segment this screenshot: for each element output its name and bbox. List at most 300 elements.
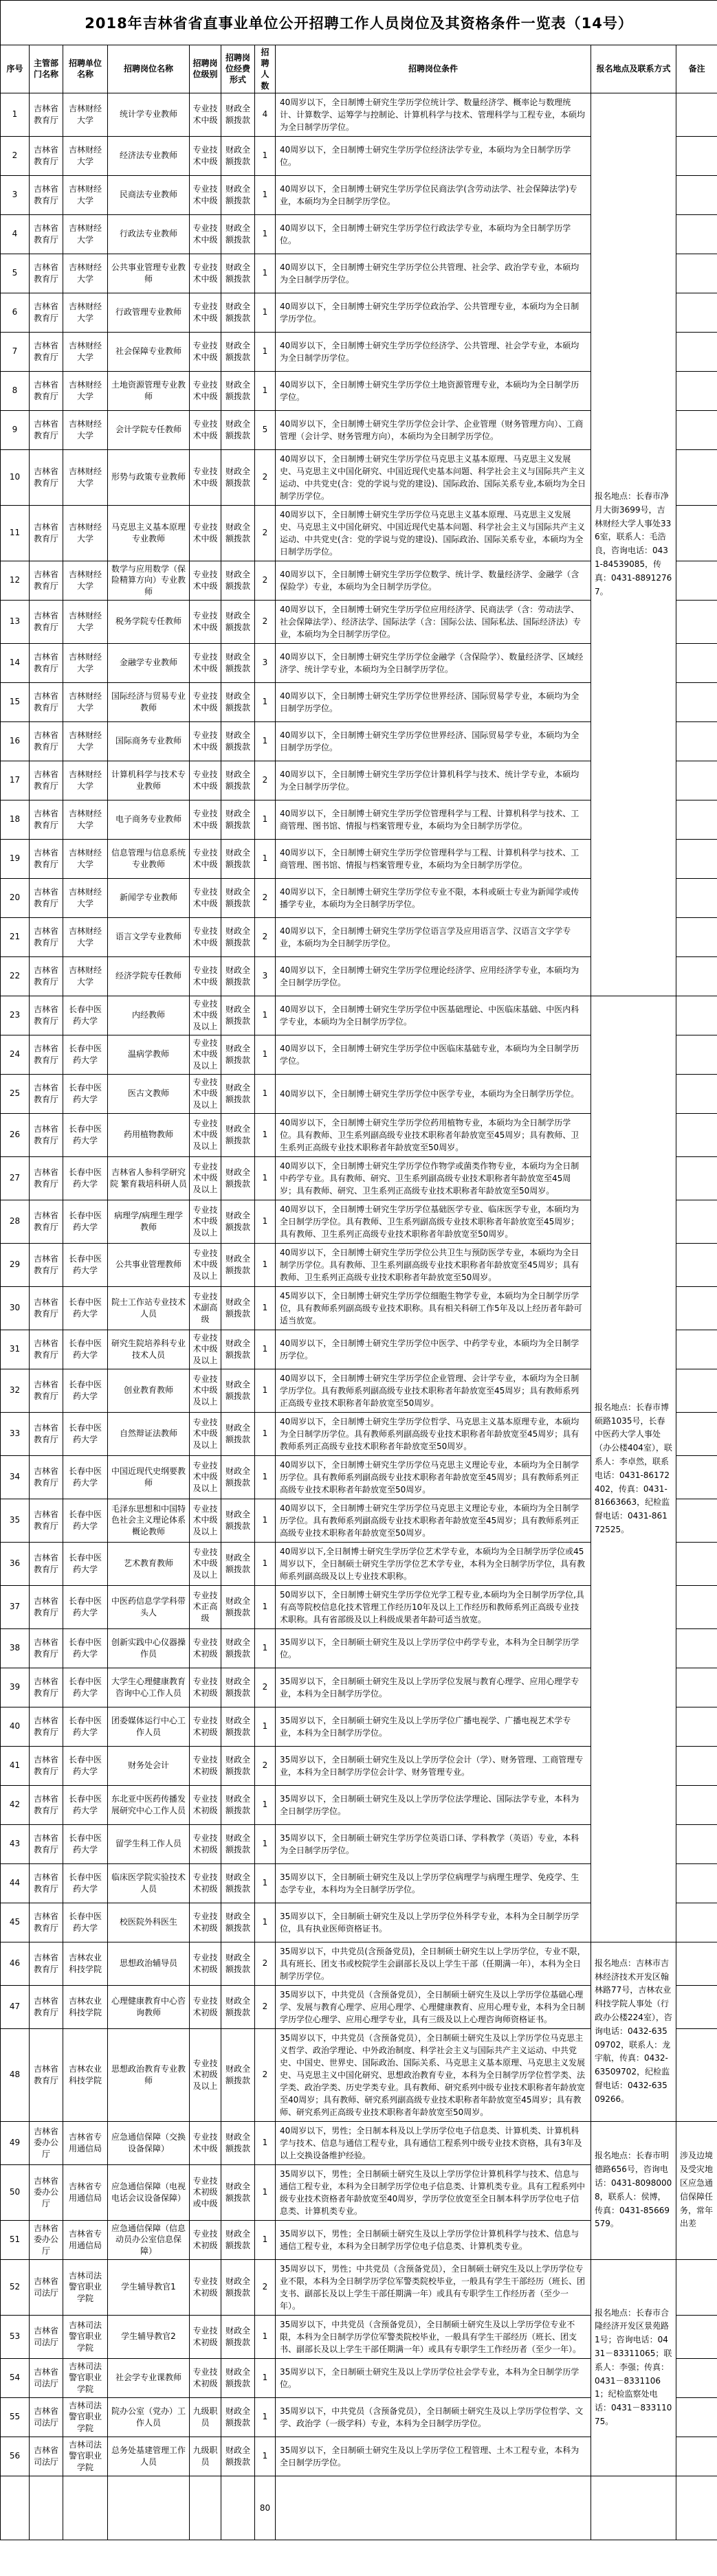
cell-headcount: 1 bbox=[255, 1499, 276, 1542]
cell-level: 专业技术中级 bbox=[190, 682, 221, 721]
cell-condition: 40周岁以下，全日制博士研究生学历学位世界经济、国际贸易学专业，本硕均为全日制学历学位。 bbox=[276, 721, 591, 761]
cell-unit: 吉林财经大学 bbox=[63, 93, 108, 136]
cell-condition: 35周岁以下，中共党员(含预备党员)，全日制硕士研究生以上学历学位，专业不限，具有班长、团支书或校院学生会副部长及以上学生干部（任期满一年），本科为全日制学历学位。 bbox=[276, 1942, 591, 1985]
cell-headcount: 1 bbox=[255, 1156, 276, 1200]
cell-condition: 35周岁以下，全日制硕士研究生及以上学历学位社会学专业，本科为全日制学历学位。 bbox=[276, 2358, 591, 2397]
cell-remark bbox=[676, 1824, 717, 1863]
cell-remark bbox=[676, 800, 717, 839]
cell-department: 吉林省教育厅 bbox=[30, 1985, 63, 2028]
cell-level: 专业技术中级 bbox=[190, 175, 221, 214]
cell-fund-type: 财政全额拨款 bbox=[221, 371, 255, 410]
cell-no: 6 bbox=[1, 293, 30, 332]
cell-remark bbox=[676, 839, 717, 878]
cell-level: 专业技术初级 bbox=[190, 1707, 221, 1746]
cell-fund-type: 财政全额拨款 bbox=[221, 561, 255, 600]
cell-unit: 吉林省专用通信局 bbox=[63, 2220, 108, 2259]
cell-level: 专业技术中级及以上 bbox=[190, 996, 221, 1035]
cell-headcount: 1 bbox=[255, 371, 276, 410]
cell-remark bbox=[676, 371, 717, 410]
cell-remark bbox=[676, 1746, 717, 1785]
cell-level: 专业技术初级 bbox=[190, 1628, 221, 1668]
cell-unit: 长春中医药大学 bbox=[63, 1113, 108, 1156]
cell-unit: 长春中医药大学 bbox=[63, 1369, 108, 1412]
cell-remark bbox=[676, 1942, 717, 1985]
column-header-4: 招聘岗位级别 bbox=[190, 45, 221, 93]
cell-contact: 报名地点：长春市合隆经济开发区景苑路1号；咨询电话：0431－83311065；联系人：李强；传真：0431－83311061；纪检监察处电话：0431－83311075。 bbox=[591, 2259, 676, 2476]
cell-department: 吉林省教育厅 bbox=[30, 93, 63, 136]
cell-unit: 吉林财经大学 bbox=[63, 214, 108, 254]
cell-no: 5 bbox=[1, 254, 30, 293]
cell-post: 国际商务专业教师 bbox=[108, 721, 190, 761]
cell-no: 49 bbox=[1, 2121, 30, 2164]
cell-remark bbox=[676, 1785, 717, 1824]
table-row-23 bbox=[1, 996, 717, 1035]
cell-unit: 吉林司法警官职业学院 bbox=[63, 2397, 108, 2437]
cell-no: 22 bbox=[1, 956, 30, 996]
cell-post: 新闻学专业教师 bbox=[108, 878, 190, 917]
cell-headcount: 1 bbox=[255, 136, 276, 175]
cell-headcount: 1 bbox=[255, 1903, 276, 1942]
cell-unit: 吉林财经大学 bbox=[63, 839, 108, 878]
cell-department: 吉林省委办公厅 bbox=[30, 2220, 63, 2259]
cell-condition: 40周岁以下，全日制博士研究生学历学位药用植物专业，本硕均为全日制学历学位。具有教师、卫生系列副高级专业技术职称者年龄放宽至45周岁；具有教师、卫生系列正高级专业技术职称者年龄放宽至50周岁。 bbox=[276, 1113, 591, 1156]
cell-no: 15 bbox=[1, 682, 30, 721]
cell-fund-type bbox=[221, 2476, 255, 2540]
cell-level: 专业技术中级 bbox=[190, 761, 221, 800]
cell-remark bbox=[676, 1035, 717, 1074]
cell-headcount: 1 bbox=[255, 1113, 276, 1156]
cell-condition: 35周岁以下，中共党员（含预备党员），全日制硕士研究生及以上学历学位专业不限，本科为全日制学历学位军警类院校毕业，一般具有学生干部经历（班长、团支书、副部长及以上学生干部任期满一年）或具有专职学生工作经历者（至少一年）。 bbox=[276, 2315, 591, 2358]
cell-post: 马克思主义基本原理专业教师 bbox=[108, 505, 190, 561]
cell-no: 23 bbox=[1, 996, 30, 1035]
cell-headcount: 2 bbox=[255, 878, 276, 917]
cell-unit: 长春中医药大学 bbox=[63, 1286, 108, 1330]
cell-remark bbox=[676, 1074, 717, 1113]
cell-post: 创业教育教师 bbox=[108, 1369, 190, 1412]
cell-department: 吉林省教育厅 bbox=[30, 136, 63, 175]
cell-no: 55 bbox=[1, 2397, 30, 2437]
cell-no: 34 bbox=[1, 1455, 30, 1499]
cell-level: 专业技术中级及以上 bbox=[190, 1113, 221, 1156]
cell-fund-type: 财政全额拨款 bbox=[221, 682, 255, 721]
cell-remark bbox=[676, 1985, 717, 2028]
cell-post: 毛泽东思想和中国特色社会主义理论体系概论教师 bbox=[108, 1499, 190, 1542]
cell-no: 13 bbox=[1, 600, 30, 643]
cell-headcount: 1 bbox=[255, 2220, 276, 2259]
cell-unit: 吉林财经大学 bbox=[63, 175, 108, 214]
cell-fund-type: 财政全额拨款 bbox=[221, 214, 255, 254]
cell-no: 33 bbox=[1, 1412, 30, 1455]
cell-post: 行政法专业教师 bbox=[108, 214, 190, 254]
cell-fund-type: 财政全额拨款 bbox=[221, 996, 255, 1035]
cell-no: 4 bbox=[1, 214, 30, 254]
cell-no: 53 bbox=[1, 2315, 30, 2358]
cell-fund-type: 财政全额拨款 bbox=[221, 643, 255, 682]
cell-post: 经济学院专任教师 bbox=[108, 956, 190, 996]
cell-condition: 40周岁以下，全日制博士研究生学历学位统计学、数量经济学、概率论与数理统计、计算数学、运筹学与控制论、计算机科学与技术、管理科学与工程专业，本硕均为全日制学历学位。 bbox=[276, 93, 591, 136]
cell-fund-type: 财政全额拨款 bbox=[221, 1585, 255, 1628]
cell-post: 统计学专业教师 bbox=[108, 93, 190, 136]
cell-headcount: 1 bbox=[255, 332, 276, 371]
cell-condition: 40周岁以下，全日制博士研究生学历学位语言学及应用语言学、汉语言文字学专业，本硕均为全日制学历学位。 bbox=[276, 917, 591, 956]
cell-condition: 35周岁以下，全日制硕士研究生及以上学历学位发展与教育心理学、应用心理学专业，本科为全日制学历学位。 bbox=[276, 1668, 591, 1707]
cell-headcount: 1 bbox=[255, 1035, 276, 1074]
cell-level: 九级职员 bbox=[190, 2437, 221, 2476]
cell-unit: 吉林农业科技学院 bbox=[63, 1985, 108, 2028]
cell-headcount: 2 bbox=[255, 2028, 276, 2121]
cell-no: 11 bbox=[1, 505, 30, 561]
cell-unit: 长春中医药大学 bbox=[63, 1156, 108, 1200]
cell-department: 吉林省教育厅 bbox=[30, 1455, 63, 1499]
cell-level bbox=[190, 2476, 221, 2540]
cell-unit: 吉林财经大学 bbox=[63, 561, 108, 600]
cell-fund-type: 财政全额拨款 bbox=[221, 449, 255, 505]
cell-department: 吉林省教育厅 bbox=[30, 839, 63, 878]
cell-level: 专业技术初级 bbox=[190, 1863, 221, 1903]
cell-unit: 长春中医药大学 bbox=[63, 1668, 108, 1707]
cell-no: 48 bbox=[1, 2028, 30, 2121]
cell-no: 45 bbox=[1, 1903, 30, 1942]
cell-unit: 吉林财经大学 bbox=[63, 761, 108, 800]
cell-condition: 40周岁以下，全日制博士研究生学历学位经济学、公共管理、社会学专业，本硕均为全日制学历学位。 bbox=[276, 332, 591, 371]
cell-no: 29 bbox=[1, 1243, 30, 1286]
cell-condition: 40周岁以下，全日制博士研究生学历学位马克思主义理论专业，本硕均为全日制学历学位。具有教师系列副高级专业技术职称者年龄放宽至45周岁；具有教师系列正高级专业技术职称者年龄放宽至50周岁。 bbox=[276, 1499, 591, 1542]
cell-remark bbox=[676, 1243, 717, 1286]
cell-fund-type: 财政全额拨款 bbox=[221, 136, 255, 175]
cell-no: 25 bbox=[1, 1074, 30, 1113]
cell-post: 大学生心理健康教育咨询中心工作人员 bbox=[108, 1668, 190, 1707]
cell-headcount: 2 bbox=[255, 561, 276, 600]
cell-department: 吉林省教育厅 bbox=[30, 1942, 63, 1985]
cell-department: 吉林省教育厅 bbox=[30, 1156, 63, 1200]
cell-department: 吉林省教育厅 bbox=[30, 1200, 63, 1243]
cell-department: 吉林省教育厅 bbox=[30, 175, 63, 214]
cell-unit: 长春中医药大学 bbox=[63, 1455, 108, 1499]
cell-headcount: 1 bbox=[255, 1863, 276, 1903]
cell-unit: 吉林财经大学 bbox=[63, 371, 108, 410]
cell-department: 吉林省教育厅 bbox=[30, 2028, 63, 2121]
cell-department: 吉林省教育厅 bbox=[30, 721, 63, 761]
cell-fund-type: 财政全额拨款 bbox=[221, 1746, 255, 1785]
cell-no: 30 bbox=[1, 1286, 30, 1330]
cell-headcount: 2 bbox=[255, 761, 276, 800]
cell-department: 吉林省教育厅 bbox=[30, 1824, 63, 1863]
cell-unit: 吉林财经大学 bbox=[63, 682, 108, 721]
cell-remark bbox=[676, 1369, 717, 1412]
cell-condition: 40周岁以下，全日制博士研究生学历学位中医基础理论、中医临床基础、中医内科学专业，本硕均为全日制学历学位。 bbox=[276, 996, 591, 1035]
cell-headcount: 1 bbox=[255, 682, 276, 721]
cell-headcount: 2 bbox=[255, 2259, 276, 2315]
cell-department: 吉林省教育厅 bbox=[30, 254, 63, 293]
cell-condition: 40周岁以下，全日制博士研究生学历学位经济法学专业，本硕均为全日制学历学位。 bbox=[276, 136, 591, 175]
cell-level: 专业技术中级及以上 bbox=[190, 1542, 221, 1585]
cell-condition: 40周岁以下，全日制博士研究生学历学位管理科学与工程、计算机科学与技术、工商管理、图书馆、情报与档案管理专业，本硕均为全日制学历学位。 bbox=[276, 839, 591, 878]
cell-level: 专业技术中级 bbox=[190, 956, 221, 996]
cell-level: 专业技术中级及以上 bbox=[190, 1200, 221, 1243]
cell-unit: 长春中医药大学 bbox=[63, 1628, 108, 1668]
cell-condition: 35周岁以下，全日制硕士研究生及以上学历学位广播电视学、广播电视艺术学专业，本科为全日制学历学位。 bbox=[276, 1707, 591, 1746]
cell-no: 32 bbox=[1, 1369, 30, 1412]
cell-level: 专业技术中级 bbox=[190, 2121, 221, 2164]
cell-fund-type: 财政全额拨款 bbox=[221, 956, 255, 996]
cell-fund-type: 财政全额拨款 bbox=[221, 1369, 255, 1412]
cell-no: 10 bbox=[1, 449, 30, 505]
cell-post: 总务处基建管理工作人员 bbox=[108, 2437, 190, 2476]
cell-no: 40 bbox=[1, 1707, 30, 1746]
cell-department: 吉林省教育厅 bbox=[30, 371, 63, 410]
cell-no: 50 bbox=[1, 2164, 30, 2220]
cell-unit: 吉林司法警官职业学院 bbox=[63, 2437, 108, 2476]
cell-remark bbox=[676, 1156, 717, 1200]
cell-headcount: 1 bbox=[255, 721, 276, 761]
cell-condition: 35周岁以下，中共党员（含预备党员），全日制硕士研究生及以上学历学位基础心理学、发展与教育心理学、应用心理学、心理健康教育、应用心理专业，本科为全日制学历学位心理学、应用心理学专业，具有三级及以上心理咨询师资格证书。 bbox=[276, 1985, 591, 2028]
cell-remark bbox=[676, 1200, 717, 1243]
cell-unit: 长春中医药大学 bbox=[63, 1746, 108, 1785]
cell-fund-type: 财政全额拨款 bbox=[221, 2437, 255, 2476]
cell-condition: 35周岁以下，中共党员（含预备党员），全日制硕士研究生及以上学历学位哲学、文学、政治学（一级学科）专业，本科为全日制学历学位。 bbox=[276, 2397, 591, 2437]
cell-post: 公共事业管理专业教师 bbox=[108, 254, 190, 293]
cell-condition: 40周岁以下，全日制博士研究生学历学位理论经济学、应用经济学专业，本硕均为全日制学历学位。 bbox=[276, 956, 591, 996]
cell-level: 九级职员 bbox=[190, 2397, 221, 2437]
cell-department: 吉林省教育厅 bbox=[30, 1113, 63, 1156]
cell-headcount: 2 bbox=[255, 1985, 276, 2028]
cell-department: 吉林省委办公厅 bbox=[30, 2121, 63, 2164]
cell-unit: 长春中医药大学 bbox=[63, 1035, 108, 1074]
cell-level: 专业技术正高级 bbox=[190, 1585, 221, 1628]
cell-level: 专业技术中级 bbox=[190, 449, 221, 505]
cell-department bbox=[30, 2476, 63, 2540]
cell-unit: 长春中医药大学 bbox=[63, 1785, 108, 1824]
cell-department: 吉林省司法厅 bbox=[30, 2397, 63, 2437]
cell-unit: 吉林财经大学 bbox=[63, 136, 108, 175]
cell-condition: 35周岁以下，全日制硕士研究生学历学位英语口译、学科教学（英语）专业，本科为全日制学历学位。 bbox=[276, 1824, 591, 1863]
cell-remark bbox=[676, 254, 717, 293]
cell-fund-type: 财政全额拨款 bbox=[221, 2220, 255, 2259]
cell-headcount: 1 bbox=[255, 2358, 276, 2397]
cell-remark bbox=[676, 1628, 717, 1668]
cell-contact: 报名地点：长春市明德路656号，咨询电话：0431-80980008，联系人：侯博，传真：0431-85669579。 bbox=[591, 2121, 676, 2259]
cell-unit: 长春中医药大学 bbox=[63, 1585, 108, 1628]
cell-fund-type: 财政全额拨款 bbox=[221, 175, 255, 214]
cell-remark bbox=[676, 917, 717, 956]
cell-post: 应急通信保障（电视电话会议设备保障） bbox=[108, 2164, 190, 2220]
cell-headcount: 1 bbox=[255, 1707, 276, 1746]
cell-no: 56 bbox=[1, 2437, 30, 2476]
cell-fund-type: 财政全额拨款 bbox=[221, 1942, 255, 1985]
cell-department: 吉林省教育厅 bbox=[30, 800, 63, 839]
cell-fund-type: 财政全额拨款 bbox=[221, 1499, 255, 1542]
cell-unit: 吉林财经大学 bbox=[63, 449, 108, 505]
cell-contact bbox=[591, 2476, 676, 2540]
cell-department: 吉林省司法厅 bbox=[30, 2358, 63, 2397]
cell-condition: 40周岁以下，全日制博士研究生学历学位企业管理、会计学专业，本硕均为全日制学历学位。具有教师系列副高级专业技术职称者年龄放宽至45周岁；具有教师系列正高级专业技术职称者年龄放宽至50周岁。 bbox=[276, 1369, 591, 1412]
cell-remark bbox=[676, 561, 717, 600]
cell-headcount: 1 bbox=[255, 1286, 276, 1330]
cell-post: 民商法专业教师 bbox=[108, 175, 190, 214]
cell-remark bbox=[676, 1412, 717, 1455]
cell-post: 数学与应用数学（保险精算方向）专业教师 bbox=[108, 561, 190, 600]
cell-unit: 长春中医药大学 bbox=[63, 1542, 108, 1585]
cell-condition: 40周岁以下，全日制博士研究生学历学位中医临床基础专业，本硕均为全日制学历学位。 bbox=[276, 1035, 591, 1074]
cell-total-headcount: 80 bbox=[255, 2476, 276, 2540]
cell-department: 吉林省教育厅 bbox=[30, 1243, 63, 1286]
cell-post: 中医药信息学学科带头人 bbox=[108, 1585, 190, 1628]
table-row-1 bbox=[1, 93, 717, 136]
cell-post: 思想政治辅导员 bbox=[108, 1942, 190, 1985]
cell-headcount: 1 bbox=[255, 839, 276, 878]
cell-no: 24 bbox=[1, 1035, 30, 1074]
cell-department: 吉林省教育厅 bbox=[30, 1542, 63, 1585]
cell-condition: 35周岁以下，男性；全日制硕士研究生及以上学历学位计算机科学与技术、信息与通信工程专业，本科为全日制学历学位电子信息类、计算机类专业。具有工程系列中级专业技术资格者年龄放宽至40周岁，学历学位放宽至全日制本科学历学位电子信息类、计算机类专业。 bbox=[276, 2164, 591, 2220]
cell-unit: 长春中医药大学 bbox=[63, 1200, 108, 1243]
cell-department: 吉林省教育厅 bbox=[30, 449, 63, 505]
cell-no: 46 bbox=[1, 1942, 30, 1985]
cell-post: 形势与政策专业教师 bbox=[108, 449, 190, 505]
cell-unit: 吉林财经大学 bbox=[63, 505, 108, 561]
cell-condition: 50周岁以下，全日制博士研究生学历学位光学工程专业,本硕均为全日制学历学位,具有高等院校信息化技术管理工作经历10年及以上工作经历和教师系列正高级专业技术职称。具有省部级及以上科级成果者年龄可适当放宽。 bbox=[276, 1585, 591, 1628]
cell-level: 专业技术中级 bbox=[190, 600, 221, 643]
cell-headcount: 1 bbox=[255, 2164, 276, 2220]
cell-remark bbox=[676, 293, 717, 332]
cell-department: 吉林省教育厅 bbox=[30, 1035, 63, 1074]
cell-level: 专业技术中级 bbox=[190, 254, 221, 293]
cell-remark bbox=[676, 332, 717, 371]
cell-remark bbox=[676, 2358, 717, 2397]
cell-level: 专业技术中级及以上 bbox=[190, 1499, 221, 1542]
cell-post: 社会学专业课教师 bbox=[108, 2358, 190, 2397]
cell-condition: 40周岁以下，全日制博士研究生学历学位公共卫生与预防医学专业，本硕均为全日制学历学位。具有教师、卫生系列副高级专业技术职称者年龄放宽至45周岁；具有教师、卫生系列正高级专业技术职称者年龄放宽至50周岁。 bbox=[276, 1243, 591, 1286]
cell-department: 吉林省教育厅 bbox=[30, 761, 63, 800]
cell-level: 专业技术中级及以上 bbox=[190, 1330, 221, 1369]
table-row-49 bbox=[1, 2121, 717, 2164]
cell-condition: 40周岁以下，全日制博士研究生学历学位数学、统计学、数量经济学、金融学（含保险学）专业，本硕均为全日制学历学位。 bbox=[276, 561, 591, 600]
cell-department: 吉林省教育厅 bbox=[30, 1074, 63, 1113]
cell-fund-type: 财政全额拨款 bbox=[221, 839, 255, 878]
cell-level: 专业技术初级 bbox=[190, 1985, 221, 2028]
cell-no: 18 bbox=[1, 800, 30, 839]
cell-level: 专业技术中级 bbox=[190, 721, 221, 761]
cell-no: 1 bbox=[1, 93, 30, 136]
cell-unit: 吉林省专用通信局 bbox=[63, 2121, 108, 2164]
cell-no: 26 bbox=[1, 1113, 30, 1156]
cell-unit: 吉林财经大学 bbox=[63, 878, 108, 917]
cell-remark bbox=[676, 1668, 717, 1707]
cell-condition: 35周岁以下，全日制硕士研究生及以上学历学位病理学与病理生理学、免疫学、生态学专业，本科均为全日制学历学位。 bbox=[276, 1863, 591, 1903]
cell-fund-type: 财政全额拨款 bbox=[221, 2315, 255, 2358]
cell-no: 39 bbox=[1, 1668, 30, 1707]
table-row-52 bbox=[1, 2259, 717, 2315]
cell-remark bbox=[676, 1903, 717, 1942]
cell-headcount: 2 bbox=[255, 449, 276, 505]
cell-fund-type: 财政全额拨款 bbox=[221, 2121, 255, 2164]
cell-post: 公共事业管理教师 bbox=[108, 1243, 190, 1286]
cell-condition: 40周岁以下，男性；全日制本科及以上学历学位电子信息类、计算机类、计算机科学与技术、信息与通信工程专业，具有通信工程系列中级专业技术资格，具有3年及以上交换设备维护经验。 bbox=[276, 2121, 591, 2164]
cell-unit: 吉林财经大学 bbox=[63, 956, 108, 996]
cell-post: 学生辅导教官1 bbox=[108, 2259, 190, 2315]
cell-remark bbox=[676, 2315, 717, 2358]
cell-no: 44 bbox=[1, 1863, 30, 1903]
cell-no: 8 bbox=[1, 371, 30, 410]
cell-unit: 吉林农业科技学院 bbox=[63, 2028, 108, 2121]
cell-level: 专业技术初级 bbox=[190, 2220, 221, 2259]
cell-department: 吉林省教育厅 bbox=[30, 956, 63, 996]
cell-level: 专业技术初级 bbox=[190, 2315, 221, 2358]
cell-post: 校医院外科医生 bbox=[108, 1903, 190, 1942]
cell-department: 吉林省教育厅 bbox=[30, 1499, 63, 1542]
cell-remark: 涉及边境及受灾地区应急通信保障任务，常年出差 bbox=[676, 2121, 717, 2259]
cell-post: 药用植物教师 bbox=[108, 1113, 190, 1156]
table-row-46 bbox=[1, 1942, 717, 1985]
cell-fund-type: 财政全额拨款 bbox=[221, 410, 255, 449]
cell-remark bbox=[676, 956, 717, 996]
cell-headcount: 1 bbox=[255, 1243, 276, 1286]
cell-fund-type: 财政全额拨款 bbox=[221, 1156, 255, 1200]
cell-remark bbox=[676, 175, 717, 214]
cell-condition: 45周岁以下，全日制博士研究生学历学位细胞生物学专业，本硕均为全日制学历学位，具有教师系列副高级专业技术职称。具有相关科研工作5年及以上经历者年龄可适当放宽。 bbox=[276, 1286, 591, 1330]
cell-fund-type: 财政全额拨款 bbox=[221, 800, 255, 839]
cell-remark bbox=[676, 2259, 717, 2315]
cell-level: 专业技术中级 bbox=[190, 917, 221, 956]
cell-post: 思想政治教育专业教师 bbox=[108, 2028, 190, 2121]
cell-fund-type: 财政全额拨款 bbox=[221, 1412, 255, 1455]
cell-post: 行政管理专业教师 bbox=[108, 293, 190, 332]
cell-no: 42 bbox=[1, 1785, 30, 1824]
cell-remark bbox=[676, 643, 717, 682]
cell-unit: 吉林司法警官职业学院 bbox=[63, 2315, 108, 2358]
cell-headcount: 2 bbox=[255, 1746, 276, 1785]
cell-post: 医古文教师 bbox=[108, 1074, 190, 1113]
cell-department: 吉林省教育厅 bbox=[30, 214, 63, 254]
cell-no: 16 bbox=[1, 721, 30, 761]
cell-remark bbox=[676, 1455, 717, 1499]
cell-no: 37 bbox=[1, 1585, 30, 1628]
cell-level: 专业技术中级 bbox=[190, 371, 221, 410]
column-header-5: 招聘岗位经费形式 bbox=[221, 45, 255, 93]
cell-post: 土地资源管理专业教师 bbox=[108, 371, 190, 410]
cell-no: 20 bbox=[1, 878, 30, 917]
cell-unit: 长春中医药大学 bbox=[63, 1863, 108, 1903]
cell-unit: 长春中医药大学 bbox=[63, 1412, 108, 1455]
cell-remark bbox=[676, 2028, 717, 2121]
cell-condition: 35周岁以下，全日制硕士研究生及以上学历学位外科学专业，本科为全日制学历学位，具有执业医师资格证书。 bbox=[276, 1903, 591, 1942]
cell-department: 吉林省教育厅 bbox=[30, 1628, 63, 1668]
cell-fund-type: 财政全额拨款 bbox=[221, 1074, 255, 1113]
cell-condition: 35周岁以下，全日制硕士研究生及以上学历学位工程管理、土木工程专业，本科为全日制学历学位。 bbox=[276, 2437, 591, 2476]
cell-headcount: 2 bbox=[255, 917, 276, 956]
cell-headcount: 5 bbox=[255, 410, 276, 449]
cell-post: 内经教师 bbox=[108, 996, 190, 1035]
cell-unit: 长春中医药大学 bbox=[63, 1824, 108, 1863]
cell-headcount: 1 bbox=[255, 1200, 276, 1243]
cell-fund-type: 财政全额拨款 bbox=[221, 1542, 255, 1585]
column-header-2: 招聘单位名称 bbox=[63, 45, 108, 93]
cell-remark bbox=[676, 1707, 717, 1746]
cell-headcount: 3 bbox=[255, 643, 276, 682]
column-header-1: 主管部门名称 bbox=[30, 45, 63, 93]
cell-condition: 35周岁以下，全日制硕士研究生及以上学历学位会计（学）、财务管理、工商管理专业，本科为全日制学历学位会计学、财务管理专业。 bbox=[276, 1746, 591, 1785]
cell-condition: 35周岁以下，男性；中共党员（含预备党员），全日制硕士研究生及以上学历学位专业不限，本科为全日制学历学位军警类院校毕业，一般具有学生干部经历（班长、团支书、副部长及以上学生干部任期满一年）或具有专职学生工作经历者（至少一年）。 bbox=[276, 2259, 591, 2315]
cell-no: 47 bbox=[1, 1985, 30, 2028]
column-header-6: 招聘人数 bbox=[255, 45, 276, 93]
cell-fund-type: 财政全额拨款 bbox=[221, 93, 255, 136]
cell-remark bbox=[676, 600, 717, 643]
cell-department: 吉林省委办公厅 bbox=[30, 2164, 63, 2220]
cell-condition: 40周岁以下，全日制博士研究生学历学位政治学、公共管理专业，本硕均为全日制学历学位。 bbox=[276, 293, 591, 332]
cell-department: 吉林省教育厅 bbox=[30, 1585, 63, 1628]
cell-fund-type: 财政全额拨款 bbox=[221, 2358, 255, 2397]
cell-fund-type: 财政全额拨款 bbox=[221, 2164, 255, 2220]
cell-level: 专业技术初级 bbox=[190, 1746, 221, 1785]
